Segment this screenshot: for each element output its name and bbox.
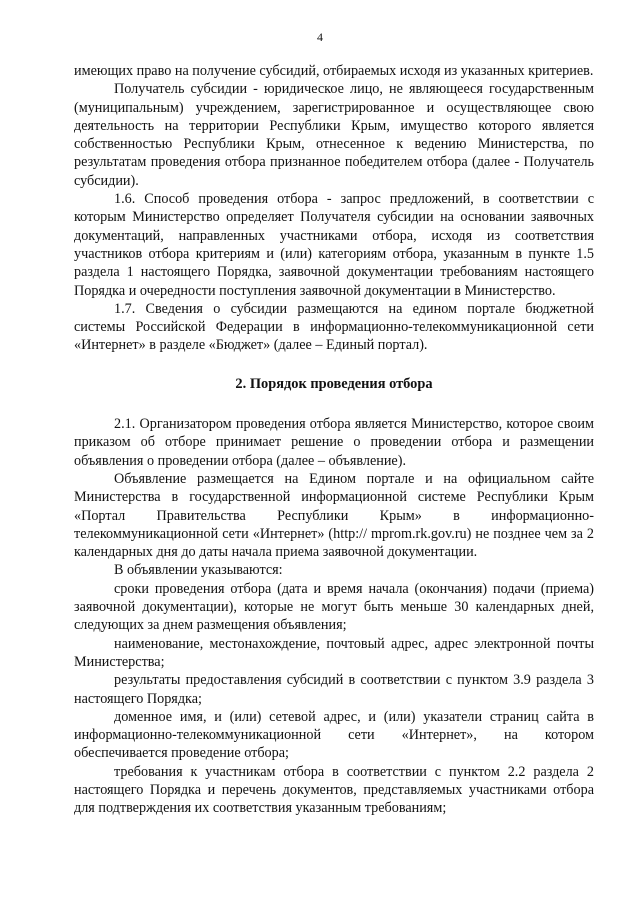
document-body [74,62,594,818]
page-number: 4 [317,30,323,44]
paragraph-2-1: 2.1. Организатором проведения отбора является Министерство, которое своим приказом об отборе принимает решение о проведении отбора и размещении объявления о проведении отбора (далее – объявление). [74,416,594,469]
paragraph-announcement-contents-intro: В объявлении указываются: [114,562,283,579]
section-2-title: 2. Порядок проведения отбора [235,375,433,392]
paragraph-subsidy-recipient: Получатель субсидии - юридическое лицо, не являющееся государственным (муниципальным) учреждением, зарегистрированное и осуществляющее свою деятельность на территории Республики Крым, имущество которого является собственностью Республики Крым, отнесенное к ведению Министерства, по результатам проведения отбора признанное победителем отбора (далее - Получатель субсидии). [74,81,594,189]
paragraph-selection-deadlines: сроки проведения отбора (дата и время начала (окончания) подачи (приема) заявочной документации), которые не могут быть меньше 30 календарных дней, следующих за днем размещения объявления; [74,580,594,634]
paragraph-ministry-contacts: наименование, местонахождение, почтовый адрес, адрес электронной почты Министерства; [74,635,594,670]
paragraph-announcement-placement: Объявление размещается на Едином портале и на официальном сайте Министерства в государственной информационной системе Республики Крым «Портал Правительства Республики Крым» в информационно-телекоммуникационной сети «Интернет» (http:// mprom.rk.gov.ru) не позднее чем за 2 календарных дня до даты начала приема заявочной документации. [74,470,594,561]
paragraph-domain-name: доменное имя, и (или) сетевой адрес, и (или) указатели страниц сайта в информационно-телекоммуникационной сети «Интернет», на котором обеспечивается проведение отбора; [74,708,594,762]
paragraph-criteria-continuation: имеющих право на получение субсидий, отбираемых исходя из указанных критериев. [74,63,594,79]
paragraph-subsidy-results: результаты предоставления субсидий в соответствии с пунктом 3.9 раздела 3 настоящего Порядка; [74,672,594,707]
paragraph-participant-requirements: требования к участникам отбора в соответствии с пунктом 2.2 раздела 2 настоящего Порядка и перечень документов, представляемых участниками отбора для подтверждения их соответствия указанным требованиям; [74,763,594,817]
paragraph-1-7: 1.7. Сведения о субсидии размещаются на едином портале бюджетной системы Российской Федерации в информационно-телекоммуникационной сети «Интернет» в разделе «Бюджет» (далее – Единый портал). [74,300,594,354]
paragraph-1-6: 1.6. Способ проведения отбора - запрос предложений, в соответствии с которым Министерство определяет Получателя субсидии на основании заявочных документаций, направленных участниками отбора, исходя из соответствия участников отбора критериям и (или) категориям отбора, указанным в пункте 1.5 раздела 1 настоящего Порядка, заявочной документации требованиям настоящего Порядка и очередности поступления заявочной документации в Министерство. [74,191,594,299]
